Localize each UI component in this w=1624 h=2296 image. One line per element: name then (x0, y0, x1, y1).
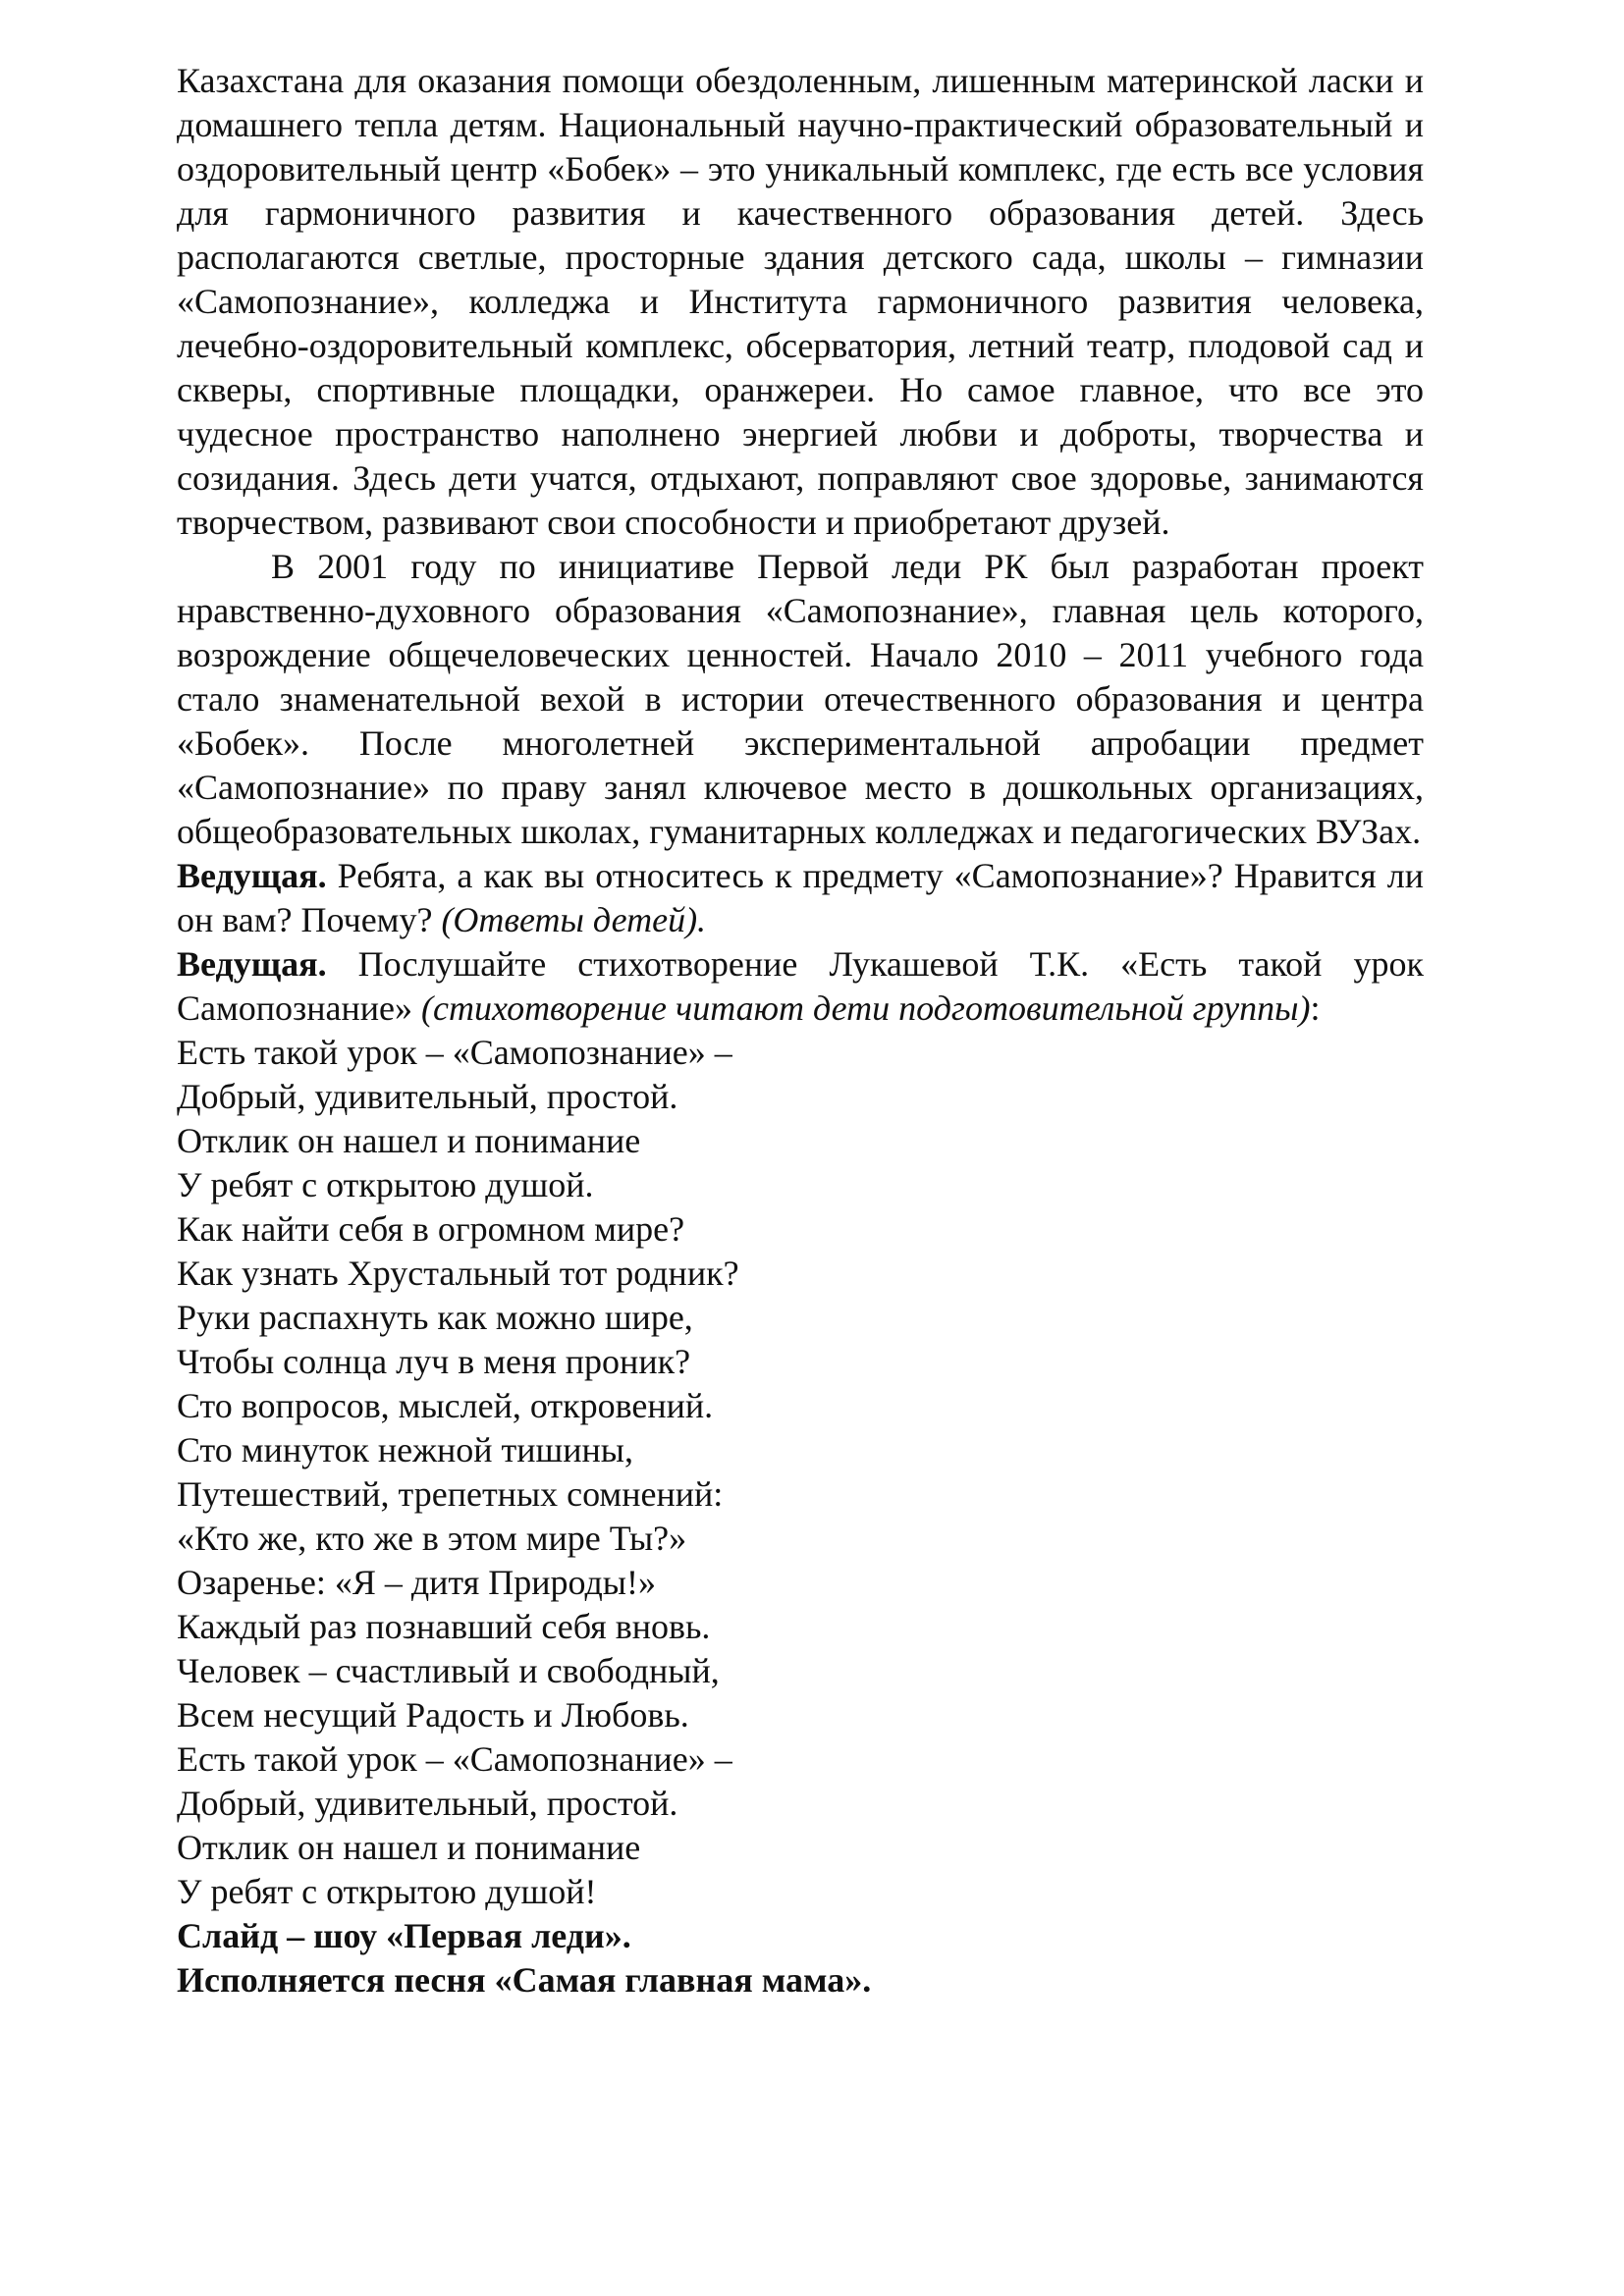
poem-line: Есть такой урок – «Самопознание» – (177, 1033, 732, 1072)
poem-line: Чтобы солнца луч в меня проник? (177, 1342, 691, 1381)
poem-line: У ребят с открытою душой! (177, 1872, 597, 1911)
host-poem-intro (177, 942, 1424, 1031)
slideshow-heading-text: Слайд – шоу «Первая леди». (177, 1916, 631, 1955)
slideshow-heading (177, 1914, 1424, 1958)
poem-line: Сто минуток нежной тишины, (177, 1430, 633, 1469)
poem-line: Озаренье: «Я – дитя Природы!» (177, 1563, 656, 1602)
poem-line: Путешествий, трепетных сомнений: (177, 1474, 724, 1514)
speaker-label: Ведущая. (177, 856, 327, 895)
poem-line: Как узнать Хрустальный тот родник? (177, 1254, 739, 1293)
poem-line: Человек – счастливый и свободный, (177, 1651, 720, 1690)
poem-line: Добрый, удивительный, простой. (177, 1784, 678, 1823)
poem-line: Отклик он нашел и понимание (177, 1828, 641, 1867)
poem-line: «Кто же, кто же в этом мире Ты?» (177, 1519, 687, 1558)
poem-line: Каждый раз познавший себя вновь. (177, 1607, 711, 1646)
poem-line: Всем несущий Радость и Любовь. (177, 1695, 689, 1735)
poem-line: Сто вопросов, мыслей, откровений. (177, 1386, 714, 1425)
intro-paragraph: Казахстана для оказания помощи обездоленным, лишенным материнской ласки и домашнего тепла детям. Национальный научно-практический образовательный и оздоровительный центр «Бобек» – это уникальный комплекс, где есть все условия для гармоничного развития и качественного образования детей. Здесь располагаются светлые, просторные здания детского сада, школы – гимназии «Самопознание», колледжа и Института гармоничного развития человека, лечебно-оздоровительный комплекс, обсерватория, летний театр, плодовой сад и скверы, спортивные площадки, оранжереи. Но самое главное, что все это чудесное пространство наполнено энергией любви и доброты, творчества и созидания. Здесь дети учатся, отдыхают, поправляют свое здоровье, занимаются творчеством, развивают свои способности и приобретают друзей. (177, 61, 1424, 542)
poem-line: Добрый, удивительный, простой. (177, 1077, 678, 1116)
poem-line: Руки распахнуть как можно шире, (177, 1298, 693, 1337)
poem-line: Есть такой урок – «Самопознание» – (177, 1739, 732, 1779)
punctuation: : (1310, 988, 1321, 1028)
history-paragraph: В 2001 году по инициативе Первой леди РК был разработан проект нравственно-духовного образования «Самопознание», главная цель которого, возрождение общечеловеческих ценностей. Начало 2010 – 2011 учебного года стало знаменательной вехой в истории отечественного образования и центра «Бобек». После многолетней экспериментальной апробации предмет «Самопознание» по праву занял ключевое место в дошкольных организациях, общеобразовательных школах, гуманитарных колледжах и педагогических ВУЗах. (177, 547, 1424, 851)
stage-note: (стихотворение читают дети подготовительной группы) (421, 988, 1311, 1028)
speaker-label: Ведущая. (177, 944, 327, 984)
song-heading-text: Исполняется песня «Самая главная мама». (177, 1960, 872, 2000)
poem-line: Как найти себя в огромном мире? (177, 1209, 685, 1249)
host-poem-intro-text: Послушайте стихотворение Лукашевой Т.К. «Есть такой урок Самопознание» (177, 944, 1424, 1028)
document-page (177, 59, 1424, 2002)
song-heading (177, 1958, 1424, 2002)
host-question-text: Ребята, а как вы относитесь к предмету «Самопознание»? Нравится ли он вам? Почему? (177, 856, 1424, 939)
poem-line: Отклик он нашел и понимание (177, 1121, 641, 1160)
host-question (177, 854, 1424, 942)
stage-note: (Ответы детей). (441, 900, 707, 939)
poem-line: У ребят с открытою душой. (177, 1165, 594, 1204)
poem (177, 1031, 1424, 1914)
